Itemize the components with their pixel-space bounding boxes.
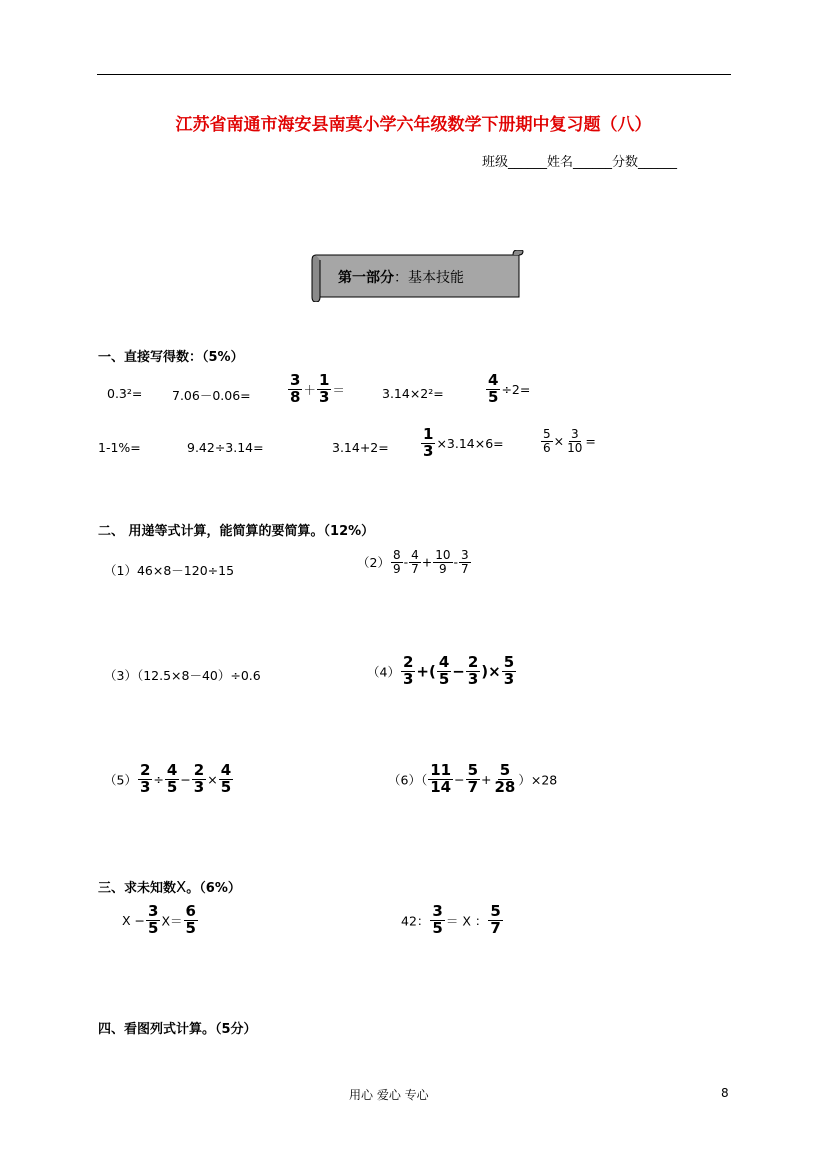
s3-equation-2: 42： $\frac{3}{5}$ ＝ X ： $\frac{5}{7}$ <box>401 902 501 937</box>
s2-problem-5: （5） $\frac{2}{3}$ ÷ $\frac{4}{5}$ − $\frac{2}{3}$ × $\frac{4}{5}$ <box>104 761 232 796</box>
s1-item-g: 9.42÷3.14= <box>187 440 264 455</box>
section-4-heading: 四、看图列式计算。（5分） <box>98 1022 257 1037</box>
s1-item-i: $\frac{1}{3}$ ×3.14×6= <box>423 425 504 460</box>
s1-item-c: $\frac{3}{8}$ ＋ $\frac{1}{3}$ ＝ <box>290 371 345 406</box>
s1-item-e: $\frac{4}{5}$ ÷2= <box>488 371 531 406</box>
banner-label: 第一部分：基本技能 <box>338 270 464 286</box>
header-rule <box>97 74 731 75</box>
s2-problem-2: （2） $\frac{8}{9}$ - $\frac{4}{7}$ + $\frac{10}{9}$ - $\frac{3}{7}$ <box>357 548 469 576</box>
section-1-heading: 一、直接写得数：（5%） <box>98 350 244 365</box>
s1-item-j: $\frac{5}{6}$ × $\frac{3}{10}$ = <box>543 427 596 455</box>
s2-problem-1: （1）46×8－120÷15 <box>104 563 235 578</box>
footer-motto: 用心 爱心 专心 <box>349 1088 429 1102</box>
s2-problem-6: （6）（ $\frac{11}{14}$ − $\frac{5}{7}$ + $\frac{5}{28}$ ）×28 <box>388 761 558 796</box>
s2-problem-4: （4） $\frac{2}{3}$ +( $\frac{4}{5}$ − $\frac{2}{3}$ )× $\frac{5}{3}$ <box>367 653 515 688</box>
section-3-heading: 三、求未知数X。（6%） <box>98 878 241 896</box>
document-title: 江苏省南通市海安县南莫小学六年级数学下册期中复习题（八） <box>175 115 652 135</box>
s2-problem-3: （3）（12.5×8－40）÷0.6 <box>104 668 261 683</box>
s1-item-b: 7.06－0.06= <box>172 388 251 403</box>
student-info-line: 班级______姓名______分数______ <box>482 155 678 170</box>
s1-item-a: 0.3²= <box>107 386 143 401</box>
section-2-heading: 二、 用递等式计算，能简算的要简算。（12%） <box>98 524 375 539</box>
page-number: 8 <box>721 1086 729 1100</box>
s1-item-f: 1-1%= <box>98 440 141 455</box>
s1-item-h: 3.14+2= <box>332 440 389 455</box>
s1-item-d: 3.14×2²= <box>382 386 444 401</box>
s3-equation-1: X − $\frac{3}{5}$ X＝ $\frac{6}{5}$ <box>122 902 196 937</box>
